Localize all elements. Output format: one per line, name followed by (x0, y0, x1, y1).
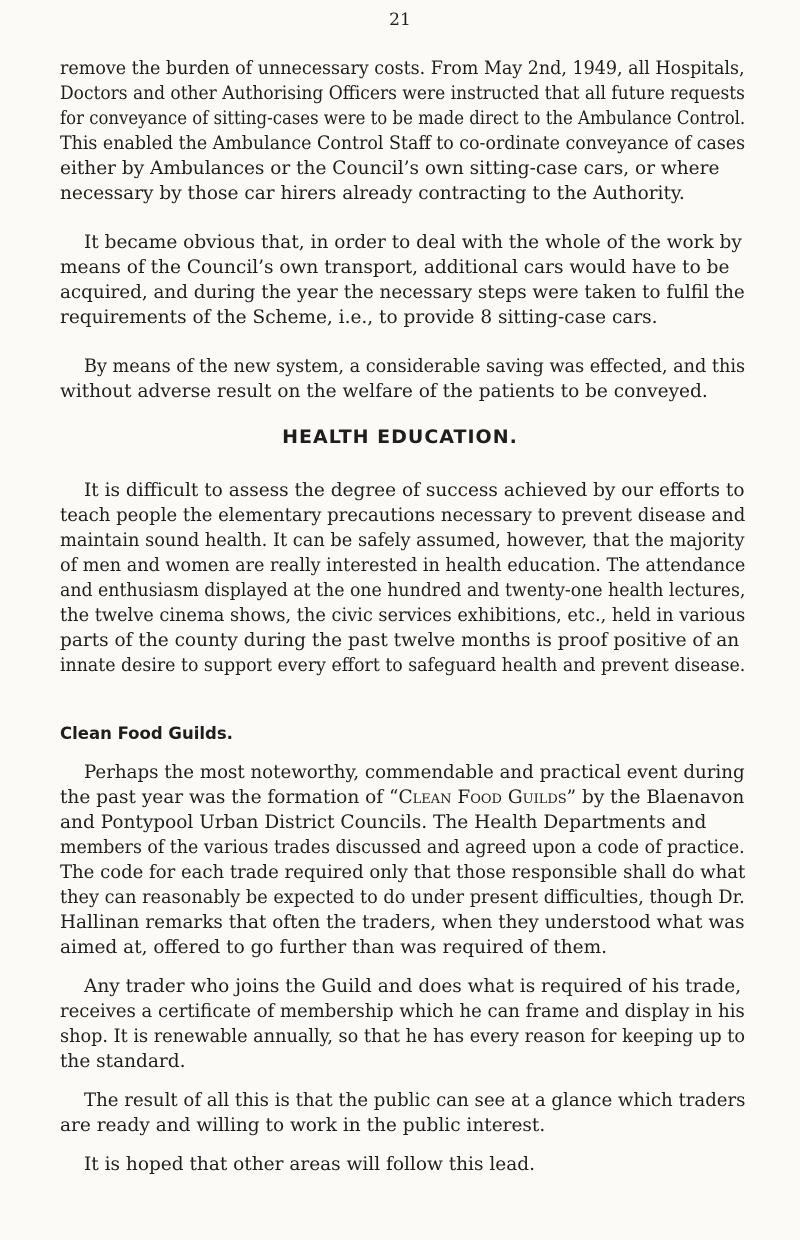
guild-name: Clean Food Guilds (398, 787, 567, 808)
text-line: members of the various trades discussed and agreed upon a code of practice. (60, 837, 745, 858)
text-line: remove the burden of unnecessary costs. From May 2nd, 1949, all Hospitals, (60, 58, 745, 79)
text-line: By means of the new system, a considerable saving was effected, and this (84, 356, 746, 377)
text-line: necessary by those car hirers already contracting to the Authority. (60, 183, 685, 204)
text-line: The result of all this is that the public can see at a glance which traders (84, 1090, 746, 1111)
text-line: teach people the elementary precautions necessary to prevent disease and (60, 505, 746, 526)
text-line: they can reasonably be expected to do under present difficulties, though Dr. (60, 887, 745, 908)
text-line: Hallinan remarks that often the traders, when they understood what was (60, 912, 745, 933)
text-line: It is difficult to assess the degree of success achieved by our efforts to (84, 480, 745, 501)
text-line: It is hoped that other areas will follow this lead. (84, 1154, 535, 1175)
text-line: Doctors and other Authorising Officers were instructed that all future requests (60, 83, 745, 104)
text-line: and Pontypool Urban District Councils. The Health Departments and (60, 812, 707, 833)
section-heading-health-education: HEALTH EDUCATION. (282, 426, 518, 448)
text-line: receives a certificate of membership which he can frame and display in his (60, 1001, 745, 1022)
text-line: parts of the county during the past twelve months is proof positive of an (60, 630, 740, 651)
text-line (60, 785, 744, 810)
text-line: the standard. (60, 1051, 186, 1072)
text-line: maintain sound health. It can be safely assumed, however, that the majority (60, 530, 745, 551)
text-line: shop. It is renewable annually, so that he has every reason for keeping up to (60, 1026, 746, 1047)
text-line: without adverse result on the welfare of the patients to be conveyed. (60, 381, 708, 402)
text-line: for conveyance of sitting-cases were to be made direct to the Ambulance Control. (60, 108, 746, 129)
text-line: Any trader who joins the Guild and does what is required of his trade, (84, 976, 742, 997)
text-line: It became obvious that, in order to deal with the whole of the work by (84, 232, 742, 253)
text-line: This enabled the Ambulance Control Staff to co-ordinate conveyance of cases (60, 133, 746, 154)
text-fragment: ” by the Blaenavon (566, 787, 745, 808)
page-number: 21 (389, 10, 411, 30)
text-line: the twelve cinema shows, the civic services exhibitions, etc., held in various (60, 605, 746, 626)
text-line: of men and women are really interested in health education. The attendance (60, 555, 746, 576)
text-line: innate desire to support every effort to safeguard health and prevent disease. (60, 655, 746, 676)
text-line: aimed at, offered to go further than was required of them. (60, 937, 608, 958)
text-line: and enthusiasm displayed at the one hundred and twenty-one health lectures, (60, 580, 746, 601)
text-line: The code for each trade required only that those responsible shall do what (60, 862, 746, 883)
text-line: means of the Council’s own transport, additional cars would have to be (60, 257, 730, 278)
text-line: requirements of the Scheme, i.e., to provide 8 sitting-case cars. (60, 307, 658, 328)
text-line: are ready and willing to work in the public interest. (60, 1115, 546, 1136)
text-line: Perhaps the most noteworthy, commendable and practical event during (84, 762, 745, 783)
section-heading-clean-food-guilds: Clean Food Guilds. (60, 724, 233, 743)
text-line: either by Ambulances or the Council’s own sitting-case cars, or where (60, 158, 720, 179)
text-fragment: the past year was the formation of “ (60, 787, 399, 808)
text-line: acquired, and during the year the necessary steps were taken to fulfil the (60, 282, 745, 303)
